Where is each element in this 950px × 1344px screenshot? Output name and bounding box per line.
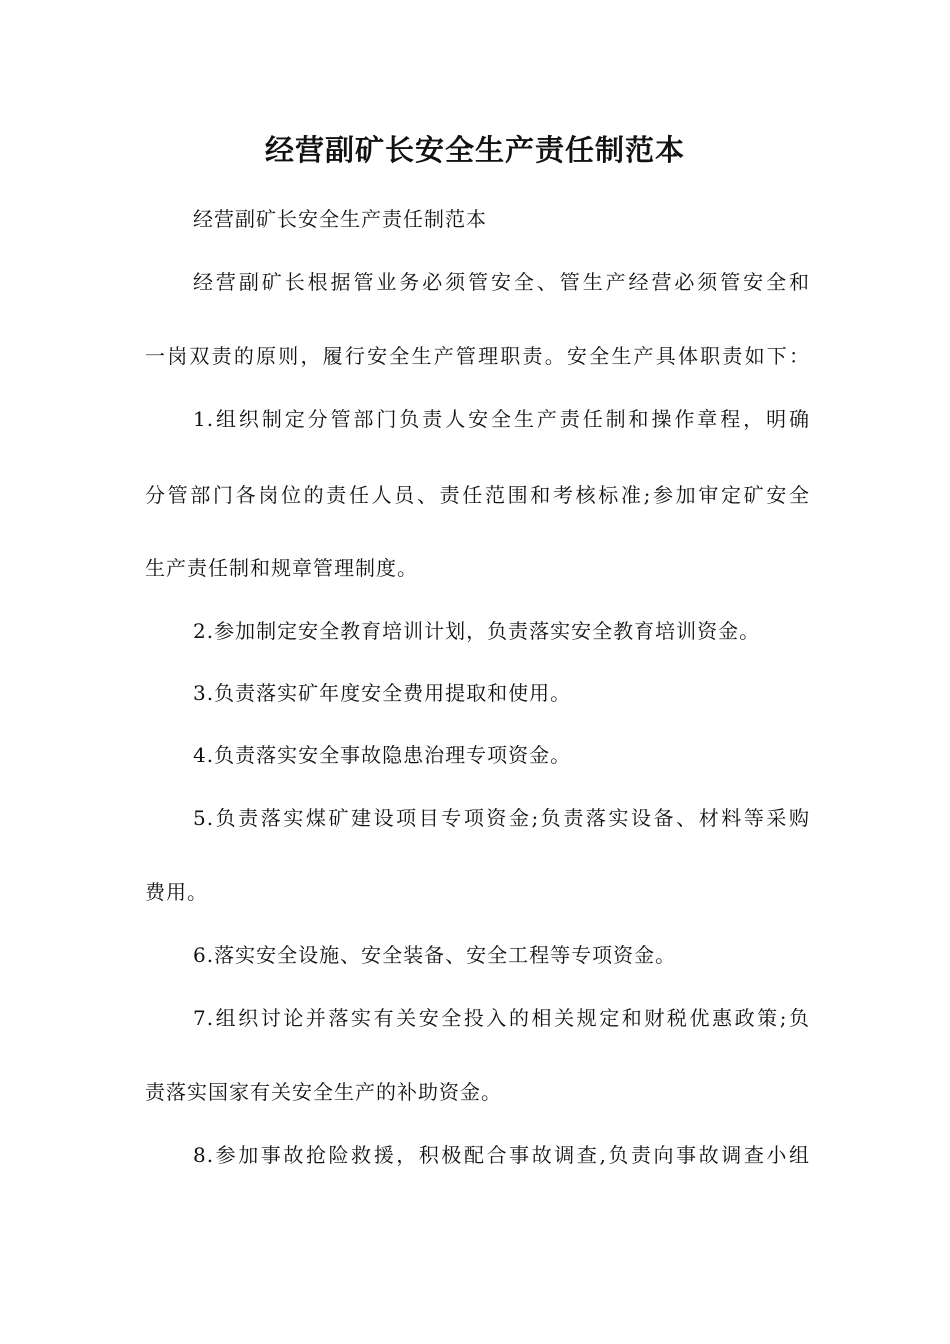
paragraph-line: 一岗双责的原则，履行安全生产管理职责。安全生产具体职责如下：: [145, 344, 810, 368]
subtitle-line: 经营副矿长安全生产责任制范本: [193, 207, 487, 231]
paragraph-line: 费用。: [145, 880, 208, 904]
paragraph-line: 8.参加事故抢险救援，积极配合事故调查,负责向事故调查小组: [193, 1143, 810, 1167]
paragraph-line: 4.负责落实安全事故隐患治理专项资金。: [193, 743, 572, 767]
paragraph-line: 3.负责落实矿年度安全费用提取和使用。: [193, 681, 572, 705]
paragraph-line: 5.负责落实煤矿建设项目专项资金;负责落实设备、材料等采购: [193, 806, 810, 830]
paragraph-line: 生产责任制和规章管理制度。: [145, 556, 418, 580]
paragraph-line: 2.参加制定安全教育培训计划，负责落实安全教育培训资金。: [193, 619, 761, 643]
paragraph-line: 责落实国家有关安全生产的补助资金。: [145, 1080, 502, 1104]
paragraph-line: 经营副矿长根据管业务必须管安全、管生产经营必须管安全和: [193, 270, 810, 294]
paragraph-line: 6.落实安全设施、安全装备、安全工程等专项资金。: [193, 943, 677, 967]
paragraph-line: 1.组织制定分管部门负责人安全生产责任制和操作章程，明确: [193, 407, 810, 431]
paragraph-line: 7.组织讨论并落实有关安全投入的相关规定和财税优惠政策;负: [193, 1006, 810, 1030]
paragraph-line: 分管部门各岗位的责任人员、责任范围和考核标准;参加审定矿安全: [145, 483, 810, 507]
document-title: 经营副矿长安全生产责任制范本: [264, 133, 685, 167]
